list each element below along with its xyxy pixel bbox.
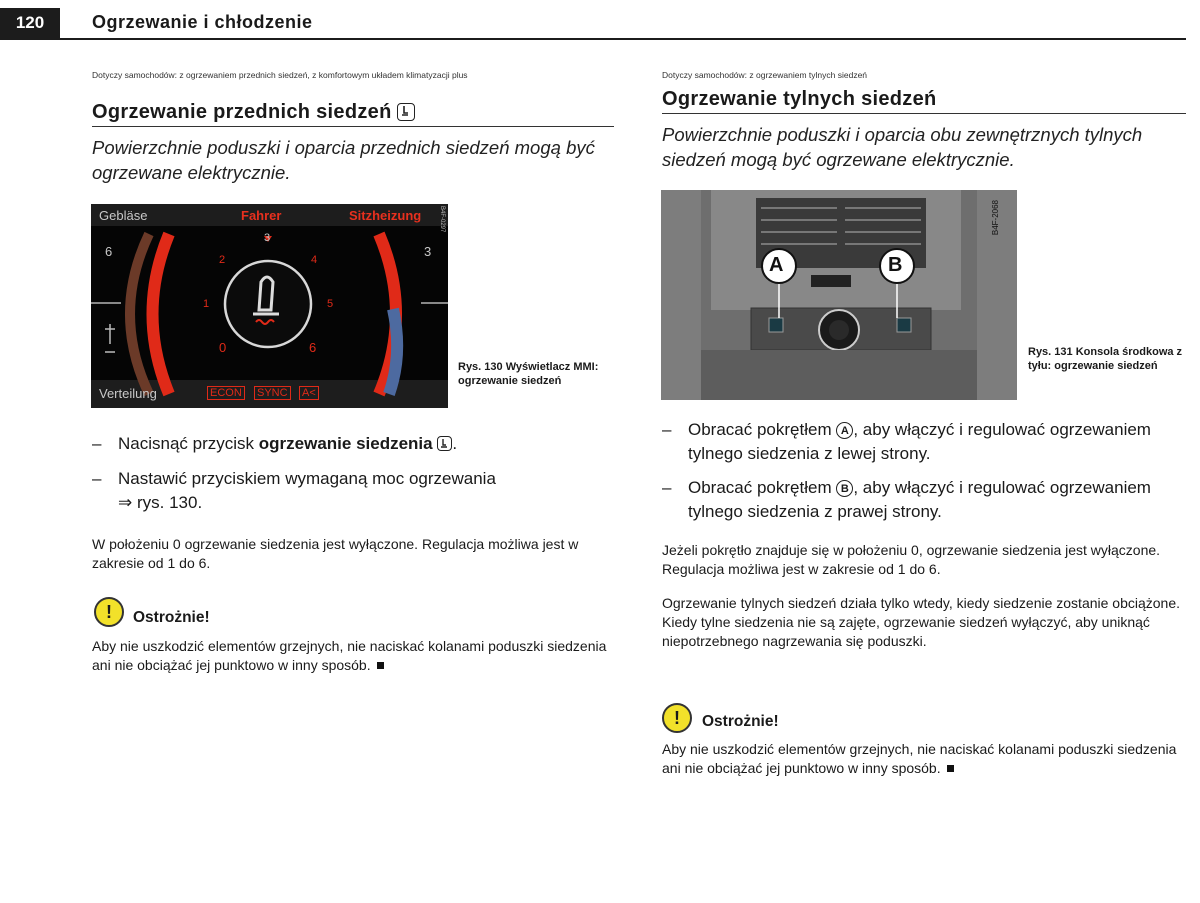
rear-console-graphic xyxy=(661,190,1017,400)
figure-reference: ⇒ rys. 130. xyxy=(118,493,203,512)
end-of-section-marker xyxy=(947,765,954,772)
caution-text-body: Aby nie uszkodzić elementów grzejnych, nie naciskać kolanami poduszki siedzenia ani nie obciążać jej punktowo w inny sposób. xyxy=(92,638,607,673)
dash-marker: – xyxy=(662,478,672,497)
step-text: Nacisnąć przycisk xyxy=(118,434,259,453)
header-rule xyxy=(0,38,1186,40)
end-of-section-marker xyxy=(377,662,384,669)
seat-heating-button-icon xyxy=(437,436,452,451)
step-text-end: . xyxy=(452,434,458,453)
caution-title: Ostrożnie! xyxy=(702,713,779,730)
section-title: Ogrzewanie tylnych siedzeń xyxy=(662,88,937,110)
paragraph: Ogrzewanie tylnych siedzeń działa tylko wtedy, kiedy siedzenie zostanie obciążone. Kiedy tylne siedzenia nie są zajęte, ogrzewanie siedzeń wyłączyć, aby uniknąć niepotrzebnego nagrzewania się poduszki. xyxy=(662,595,1181,649)
knob-b-reference: B xyxy=(836,480,853,497)
step-text: Nastawić przyciskiem wymaganą moc ogrzewania xyxy=(118,469,496,488)
auto-button: A< xyxy=(299,386,319,400)
figure-code: B4F-2068 xyxy=(991,200,1000,236)
dial-number-5: 5 xyxy=(327,298,334,310)
distribution-label: Verteilung xyxy=(99,386,157,401)
section-rule xyxy=(92,126,614,127)
dash-marker: – xyxy=(92,434,102,453)
figure-caption: Rys. 130 Wyświetlacz MMI: ogrzewanie siedzeń xyxy=(458,361,599,387)
figure-caption: Rys. 131 Konsola środkowa z tyłu: ogrzewanie siedzeń xyxy=(1028,346,1183,372)
seat-right-level: 3 xyxy=(424,244,432,259)
dial-number-6: 6 xyxy=(309,340,317,355)
chapter-title: Ogrzewanie i chłodzenie xyxy=(92,12,313,32)
section-title-text: Ogrzewanie przednich siedzeń xyxy=(92,101,392,123)
dial-number-4: 4 xyxy=(311,254,318,266)
step-bold-text: ogrzewanie siedzenia xyxy=(258,434,433,453)
caution-icon: ! xyxy=(662,703,692,733)
seat-heating-button-icon xyxy=(397,103,415,121)
driver-label: Fahrer xyxy=(241,208,282,223)
dial-number-2: 2 xyxy=(219,254,226,266)
figure-code: B4F-0297 xyxy=(439,206,445,233)
dash-marker: – xyxy=(662,420,672,439)
intro-text: Powierzchnie poduszki i oparcia przednich siedzeń mogą być ogrzewane elektrycznie. xyxy=(92,137,595,183)
step-text: Obracać pokrętłem xyxy=(688,478,837,497)
step-item xyxy=(92,467,617,515)
intro-text: Powierzchnie poduszki i oparcia obu zewnętrznych tylnych siedzeń mogą być ogrzewane elektrycznie. xyxy=(662,124,1143,170)
step-item xyxy=(662,418,1187,466)
dial-number-1: 1 xyxy=(203,298,210,310)
dial-number-0: 0 xyxy=(219,340,227,355)
dash-marker: – xyxy=(92,469,102,488)
sync-button: SYNC xyxy=(254,386,291,400)
caution-icon: ! xyxy=(94,597,124,627)
mmi-display-figure xyxy=(91,204,448,408)
step-text: Obracać pokrętłem xyxy=(688,420,837,439)
knob-a-reference: A xyxy=(836,422,853,439)
paragraph: Jeżeli pokrętło znajduje się w położeniu 0, ogrzewanie siedzenia jest wyłączone. Regulacja możliwa jest w zakresie od 1 do 6. xyxy=(662,542,1161,577)
page-number: 120 xyxy=(0,8,60,38)
caution-text xyxy=(92,637,622,675)
fan-level: 6 xyxy=(105,244,113,259)
section-rule xyxy=(662,113,1186,114)
rear-console-figure xyxy=(661,190,1017,400)
econ-button: ECON xyxy=(207,386,245,400)
step-text-end: , aby włączyć i regulować ogrzewaniem tylnego siedzenia z prawej strony. xyxy=(688,478,1151,521)
step-item xyxy=(662,476,1187,524)
fan-label: Gebläse xyxy=(99,208,148,223)
applies-to-note: Dotyczy samochodów: z ogrzewaniem przednich siedzeń, z komfortowym układem klimatyzacji plus xyxy=(92,70,468,80)
paragraph: W położeniu 0 ogrzewanie siedzenia jest wyłączone. Regulacja możliwa jest w zakresie od 1 do 6. xyxy=(92,536,579,571)
caution-text-body: Aby nie uszkodzić elementów grzejnych, nie naciskać kolanami poduszki siedzenia ani nie obciążać jej punktowo w inny sposób. xyxy=(662,741,1177,776)
caution-title: Ostrożnie! xyxy=(133,609,210,626)
applies-to-note: Dotyczy samochodów: z ogrzewaniem tylnych siedzeń xyxy=(662,70,868,80)
step-item xyxy=(92,432,617,456)
step-text-end: , aby włączyć i regulować ogrzewaniem tylnego siedzenia z lewej strony. xyxy=(688,420,1151,463)
seat-heating-label: Sitzheizung xyxy=(349,208,422,223)
section-title xyxy=(92,101,415,124)
knob-b-label: B xyxy=(888,254,903,276)
dial-number-3: 3 xyxy=(264,232,271,244)
knob-a-label: A xyxy=(769,254,784,276)
caution-text xyxy=(662,740,1190,778)
